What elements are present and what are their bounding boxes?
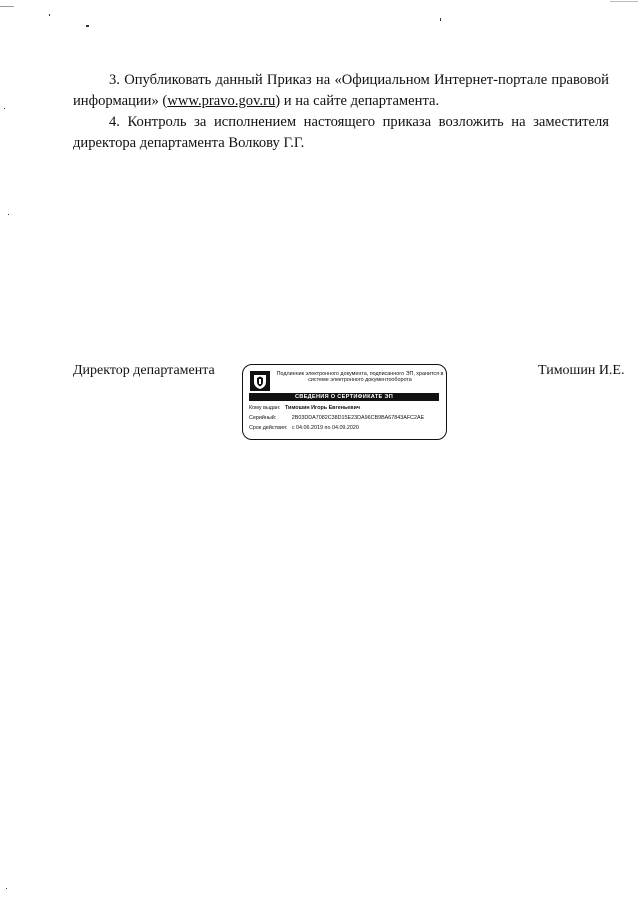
signatory-title: Директор департамента xyxy=(73,363,215,378)
item-3-text-b: ) и на сайте департамента. xyxy=(275,93,440,109)
scan-speck xyxy=(610,1,638,2)
stamp-issued-to-row xyxy=(249,405,360,412)
scan-speck xyxy=(49,14,50,16)
stamp-serial-row xyxy=(249,415,424,422)
paragraph-item-3 xyxy=(73,70,609,112)
item-3-text-a: 3. Опубликовать данный Приказ на «Официальном Интернет-портале правовой информации» ( xyxy=(73,72,609,109)
signatory-name: Тимошин И.Е. xyxy=(538,363,625,378)
scan-speck xyxy=(4,108,5,109)
pravo-link[interactable]: www.pravo.gov.ru xyxy=(167,93,276,109)
issued-to-label: Кому выдан: xyxy=(249,405,281,411)
paragraph-item-4: 4. Контроль за исполнением настоящего приказа возложить на заместителя директора департамента Волкову Г.Г. xyxy=(73,114,609,151)
issued-to-value: Тимошин Игорь Евгеньевич xyxy=(284,405,361,411)
scan-speck xyxy=(6,888,7,889)
coat-of-arms-icon xyxy=(249,370,271,392)
scan-speck xyxy=(86,25,89,27)
serial-label: Серийный: xyxy=(249,415,277,421)
validity-label: Срок действия: xyxy=(249,425,288,431)
scan-speck xyxy=(8,214,9,215)
stamp-header: Подлинник электронного документа, подписанного ЭП, хранится в системе электронного документооборота xyxy=(276,371,444,384)
scan-speck xyxy=(0,6,14,7)
electronic-signature-stamp xyxy=(242,364,447,440)
validity-value: с 04.06.2019 по 04.09.2020 xyxy=(291,425,359,431)
scan-speck xyxy=(440,18,441,21)
serial-value: 2B03DDA7082C38D15E23DA96CB9BA67843AFC2AE xyxy=(291,415,425,421)
stamp-certificate-bar: СВЕДЕНИЯ О СЕРТИФИКАТЕ ЭП xyxy=(249,393,439,401)
stamp-validity-row xyxy=(249,425,359,432)
